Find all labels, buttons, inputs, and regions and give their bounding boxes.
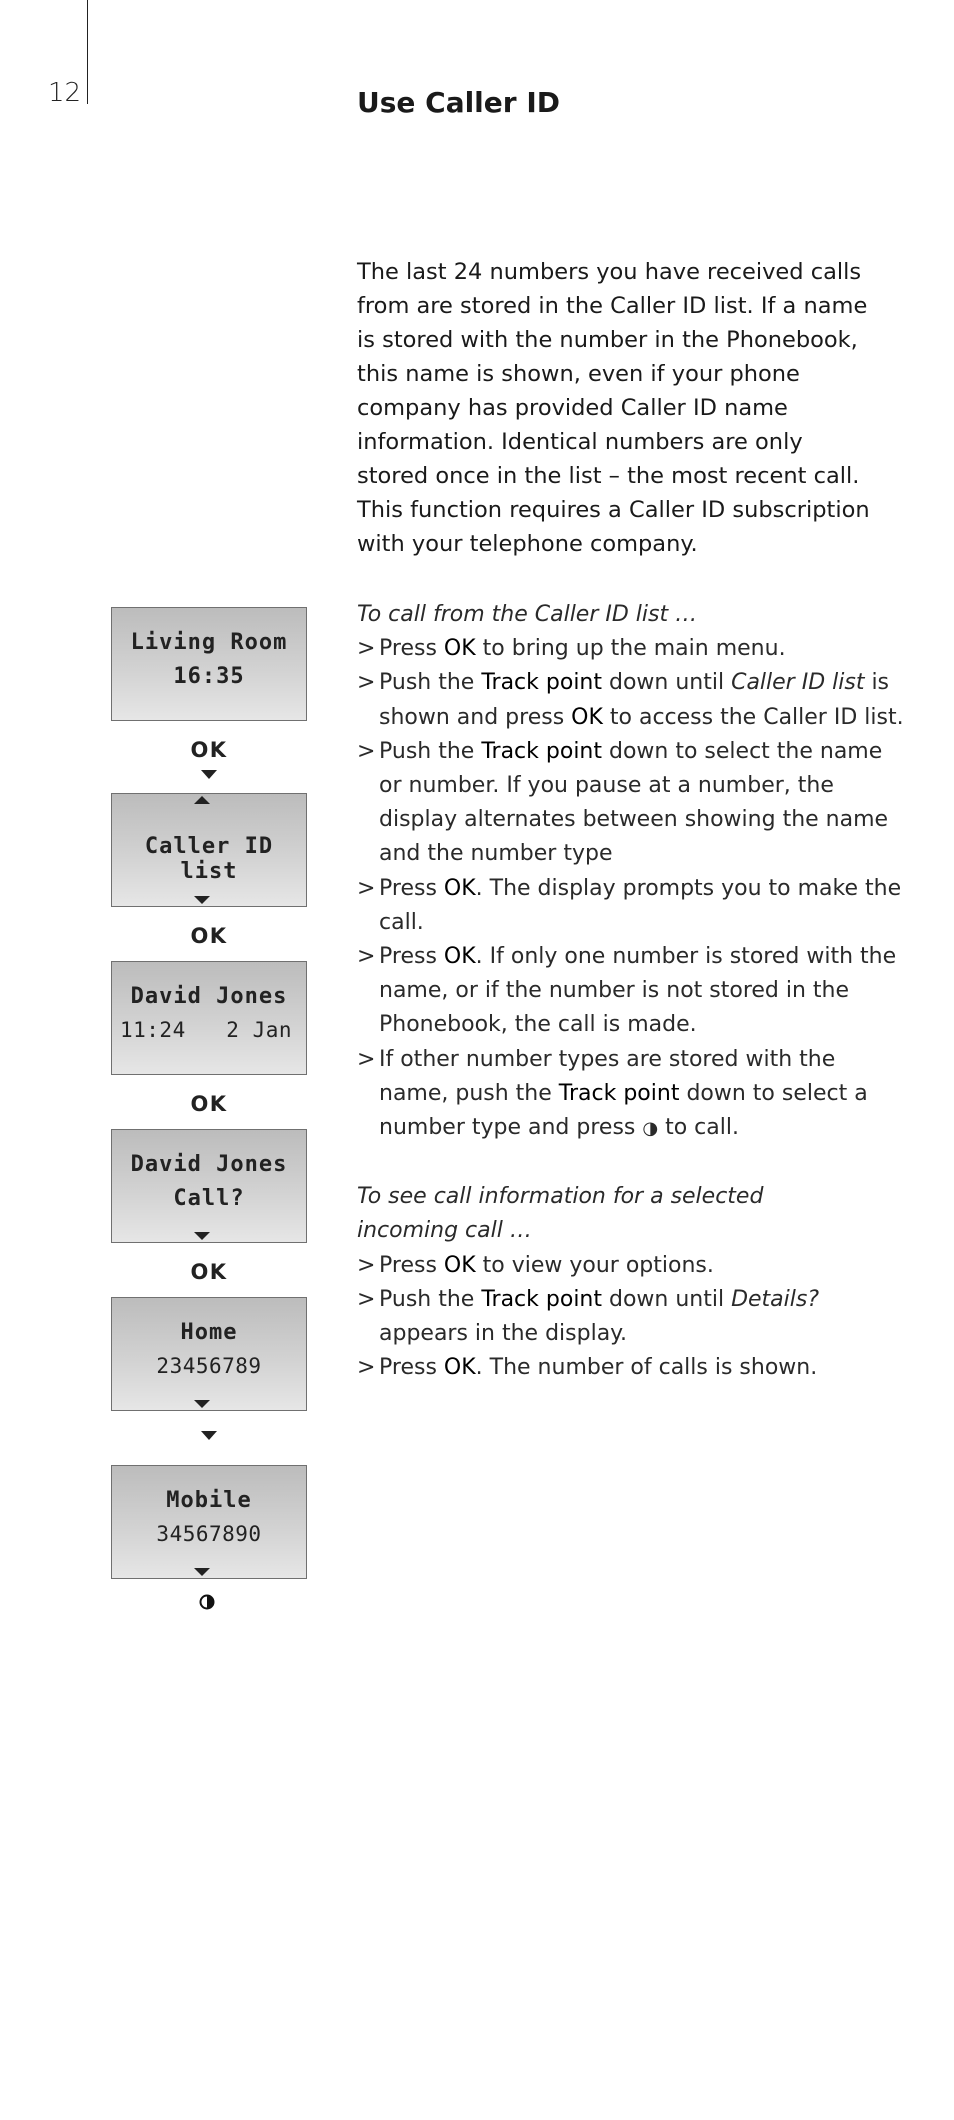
section-heading-info: incoming call … xyxy=(357,1218,532,1244)
display-line: 16:35 xyxy=(173,664,245,689)
key-ok: OK xyxy=(443,636,476,662)
step: > Press OK. If only one number is stored with the name, or if the number is not stored in the Phonebook, the call is made. xyxy=(357,940,897,1043)
key-ok: OK xyxy=(443,1355,476,1381)
page-number: 12 xyxy=(48,78,82,108)
intro-line: stored once in the list – the most recent call. xyxy=(357,463,860,489)
phone-display xyxy=(111,1297,307,1411)
key-track-point: Track point xyxy=(481,1286,602,1312)
margin-rule xyxy=(87,0,88,104)
intro-line: company has provided Caller ID name xyxy=(357,395,788,421)
intro-line: information. Identical numbers are only xyxy=(357,429,803,455)
half-circle-call-icon xyxy=(199,1594,215,1610)
instructions xyxy=(357,598,904,1385)
intro-line: This function requires a Caller ID subscription xyxy=(357,497,870,523)
key-track-point: Track point xyxy=(481,738,602,764)
phone-display xyxy=(111,961,307,1075)
intro-paragraph xyxy=(357,255,897,561)
step: > Press OK to view your options. xyxy=(357,1249,897,1283)
call-date: 2 Jan xyxy=(226,1018,292,1042)
step: > Press OK. The number of calls is shown. xyxy=(357,1351,897,1385)
display-line: David Jones xyxy=(130,984,288,1009)
display-line xyxy=(120,1018,292,1042)
phone-display xyxy=(111,607,307,721)
key-ok: OK xyxy=(443,1252,476,1278)
step: > Push the Track point down to select the name or number. If you pause at a number, the display alternates between showing the name and the number type xyxy=(357,735,897,872)
step-marker: > xyxy=(357,670,376,696)
step: > If other number types are stored with the name, push the Track point down to select a number type and press ◑ to call. xyxy=(357,1043,897,1147)
step-marker: > xyxy=(357,738,376,764)
intro-line: from are stored in the Caller ID list. If a name xyxy=(357,293,868,319)
step: > Push the Track point down until Caller ID list is shown and press OK to access the Caller ID list. xyxy=(357,666,897,734)
intro-line: with your telephone company. xyxy=(357,531,698,557)
triangle-down-icon xyxy=(194,896,210,904)
phone-display xyxy=(111,1129,307,1243)
key-track-point: Track point xyxy=(481,670,602,696)
triangle-down-icon xyxy=(194,1400,210,1408)
step-marker: > xyxy=(357,1286,376,1312)
ok-key-label: OK xyxy=(190,738,228,762)
step: > Press OK. The display prompts you to make the call. xyxy=(357,872,897,940)
step-marker: > xyxy=(357,1355,376,1381)
triangle-down-icon xyxy=(194,1568,210,1576)
display-line: Caller ID list xyxy=(144,834,274,884)
intro-line: The last 24 numbers you have received calls xyxy=(357,259,862,285)
ok-key-label: OK xyxy=(190,924,228,948)
step-marker: > xyxy=(357,1252,376,1278)
step-marker: > xyxy=(357,875,376,901)
intro-line: this name is shown, even if your phone xyxy=(357,361,800,387)
step-marker: > xyxy=(357,1046,376,1072)
key-track-point: Track point xyxy=(558,1080,680,1106)
display-line: Mobile xyxy=(166,1488,252,1513)
display-line: Home xyxy=(180,1320,238,1345)
ok-key-label: OK xyxy=(190,1092,228,1116)
key-ok: OK xyxy=(443,944,476,970)
phone-display xyxy=(111,1465,307,1579)
triangle-down-icon xyxy=(194,1232,210,1240)
display-line: Call? xyxy=(173,1186,245,1211)
step-marker: > xyxy=(357,636,376,662)
step: > Press OK to bring up the main menu. xyxy=(357,632,897,666)
call-icon: ◑ xyxy=(642,1118,659,1140)
display-line: David Jones xyxy=(130,1152,288,1177)
triangle-up-icon xyxy=(194,796,210,804)
ok-key-label: OK xyxy=(190,1260,228,1284)
menu-item-ref: Details? xyxy=(731,1286,820,1312)
display-line: 34567890 xyxy=(156,1522,262,1546)
display-line: Living Room xyxy=(130,630,288,655)
triangle-down-icon xyxy=(201,770,217,779)
section-heading-info: To see call information for a selected xyxy=(357,1184,764,1210)
step: > Push the Track point down until Details? appears in the display. xyxy=(357,1283,897,1351)
menu-item-ref: Caller ID list xyxy=(731,670,865,696)
page-title: Use Caller ID xyxy=(357,86,560,119)
call-time: 11:24 xyxy=(120,1018,186,1042)
intro-line: is stored with the number in the Phonebook, xyxy=(357,327,858,353)
display-line: 23456789 xyxy=(156,1354,262,1378)
triangle-down-icon xyxy=(201,1431,217,1440)
phone-display xyxy=(111,793,307,907)
key-ok: OK xyxy=(443,875,476,901)
key-ok: OK xyxy=(571,704,603,730)
step-marker: > xyxy=(357,944,376,970)
section-heading-call: To call from the Caller ID list … xyxy=(357,602,698,627)
